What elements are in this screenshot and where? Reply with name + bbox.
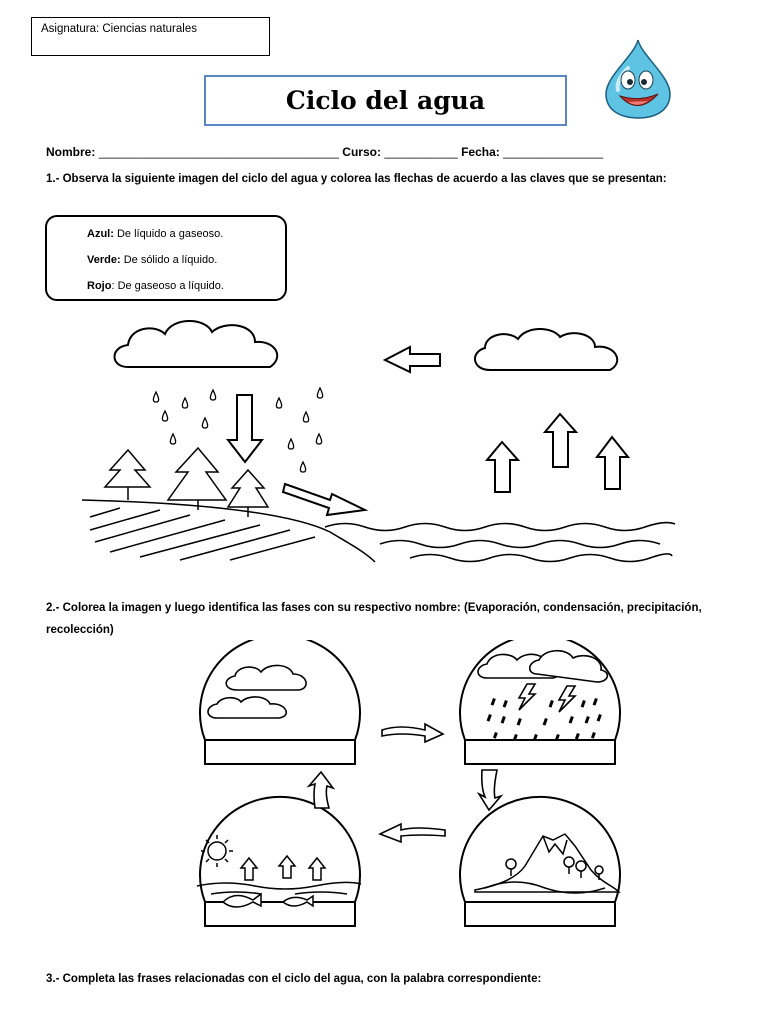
course-label: Curso: [342, 145, 381, 159]
date-label: Fecha: [461, 145, 500, 159]
vapor-cloud [475, 329, 617, 370]
name-label: Nombre: [46, 145, 96, 159]
title-box [204, 75, 567, 126]
question-2: 2.- Colorea la imagen y luego identifica las fases con su respectivo nombre: (Evaporación, condensación, precipitación, recolección) [46, 602, 702, 636]
runoff-arrow [283, 484, 365, 515]
rain-cloud [115, 321, 278, 367]
globe-evaporation [200, 797, 360, 902]
key-blue: Azul: De líquido a gaseoso. [87, 228, 224, 240]
evaporation-arrow-1 [487, 442, 518, 492]
condensation-arrow [385, 347, 440, 372]
subject-label: Asignatura: Ciencias naturales [41, 23, 197, 35]
sea-waves [325, 523, 675, 562]
precipitation-arrow [228, 395, 262, 462]
question-3: 3.- Completa las frases relacionadas con el ciclo del agua, con la palabra correspondiente: [46, 973, 542, 985]
question-1: 1.- Observa la siguiente imagen del ciclo del agua y colorea las flechas de acuerdo a las claves que se presentan: [46, 173, 667, 185]
date-field[interactable]: _______________ [503, 145, 604, 159]
student-fields [46, 145, 716, 159]
water-cycle-illustration [80, 312, 680, 567]
arrow-right [382, 724, 443, 742]
page-title: Ciclo del agua [285, 86, 486, 115]
key-green: Verde: De sólido a líquido. [87, 254, 218, 266]
evaporation-arrow-3 [597, 437, 628, 489]
arrow-left [380, 824, 445, 842]
key-red: Rojo: De gaseoso a líquido. [87, 280, 224, 292]
color-key-box [45, 215, 287, 301]
evaporation-arrow-2 [545, 414, 576, 467]
water-cycle-phases [175, 640, 635, 945]
course-field[interactable]: ___________ [384, 145, 458, 159]
water-drop-mascot-icon [598, 38, 678, 120]
globe-precipitation [460, 640, 620, 740]
name-field[interactable]: ____________________________________ [98, 145, 339, 159]
subject-box [31, 17, 270, 56]
arrow-down [479, 770, 501, 810]
